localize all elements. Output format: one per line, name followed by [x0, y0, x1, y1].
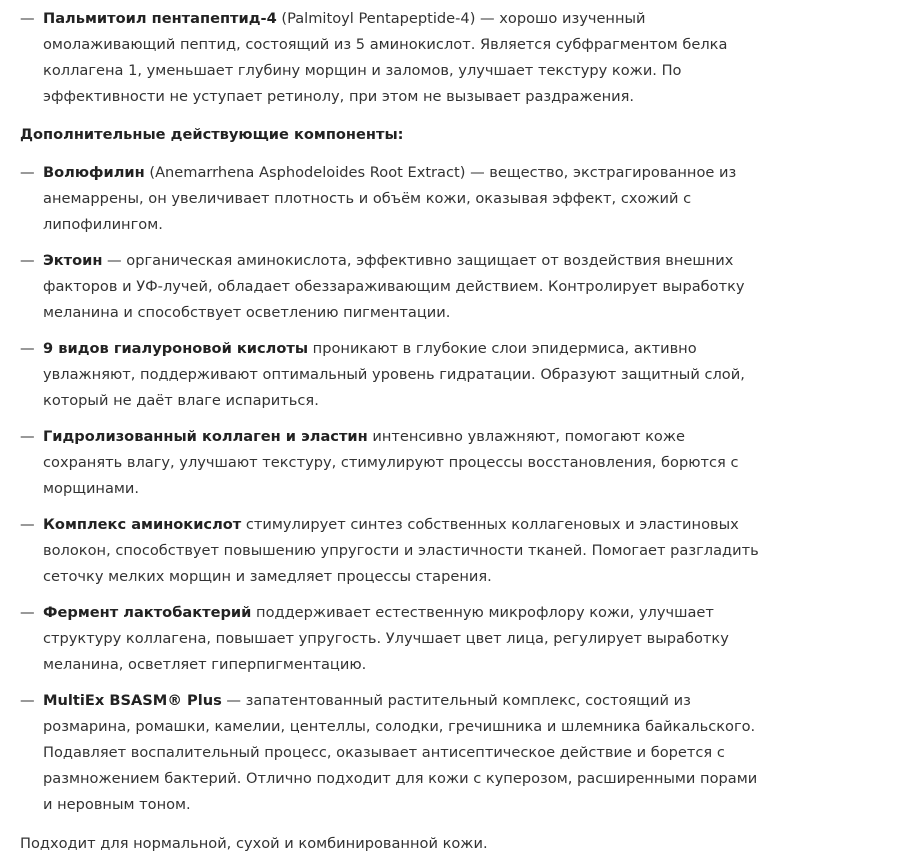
list-dash: — — [20, 516, 35, 533]
list-dash: — — [20, 692, 35, 709]
ingredient-term: 9 видов гиалуроновой кислоты — [43, 340, 309, 357]
section-heading — [20, 122, 760, 148]
ingredient-description: (Palmitoyl Pentapeptide-4) — хорошо изученный омолаживающий пептид, состоящий из 5 аминокислот. Является субфрагментом белка коллагена 1, уменьшает глубину морщин и заломов, улучшает текстуру кожи. По эффективности не уступает ретинолу, при этом не вызывает раздражения. — [43, 10, 728, 105]
ingredient-description: поддерживает естественную микрофлору кожи, улучшает структуру коллагена, повышает упругость. Улучшает цвет лица, регулирует выработку меланина, осветляет гиперпигментацию. — [43, 604, 729, 673]
list-dash: — — [20, 164, 35, 181]
section-heading-text: Дополнительные действующие компоненты: — [20, 126, 404, 143]
ingredient-description: стимулирует синтез собственных коллагеновых и эластиновых волокон, способствует повышению упругости и эластичности тканей. Помогает разгладить сеточку мелких морщин и замедляет процессы старения. — [43, 516, 759, 585]
ingredient-description: (Anemarrhena Asphodeloides Root Extract) — вещество, экстрагированное из анемаррены, он увеличивает плотность и объём кожи, оказывая эффект, схожий с липофилингом. — [43, 164, 737, 233]
list-dash: — — [20, 10, 35, 27]
list-item — [20, 160, 760, 238]
list-dash: — — [20, 252, 35, 269]
ingredient-term: Комплекс аминокислот — [43, 516, 242, 533]
list-item — [20, 424, 760, 502]
ingredient-item-palmitoyl — [20, 6, 760, 110]
closing-note: Подходит для нормальной, сухой и комбинированной кожи. — [20, 835, 488, 852]
list-item — [20, 336, 760, 414]
list-dash: — — [20, 604, 35, 621]
ingredient-term: Гидролизованный коллаген и эластин — [43, 428, 368, 445]
ingredient-description: — органическая аминокислота, эффективно защищает от воздействия внешних факторов и УФ-лучей, обладает обеззараживающим действием. Контролирует выработку меланина и способствует осветлению пигментации. — [43, 252, 745, 321]
ingredient-term: Волюфилин — [43, 164, 145, 181]
list-item — [20, 600, 760, 678]
ingredient-term: Пальмитоил пентапептид-4 — [43, 10, 277, 27]
ingredient-term: MultiEx BSASM® Plus — [43, 692, 222, 709]
ingredient-term: Эктоин — [43, 252, 103, 269]
list-item — [20, 688, 760, 818]
ingredient-description: проникают в глубокие слои эпидермиса, активно увлажняют, поддерживают оптимальный уровень гидратации. Образуют защитный слой, который не даёт влаге испариться. — [43, 340, 745, 409]
list-item — [20, 248, 760, 326]
list-dash: — — [20, 428, 35, 445]
list-item — [20, 512, 760, 590]
ingredient-description: — запатентованный растительный комплекс, состоящий из розмарина, ромашки, камелии, центеллы, солодки, гречишника и шлемника байкальского. Подавляет воспалительный процесс, оказывает антисептическое действие и борется с размножением бактерий. Отлично подходит для кожи с куперозом, расширенными порами и неровным тоном. — [43, 692, 758, 813]
ingredient-term: Фермент лактобактерий — [43, 604, 252, 621]
ingredient-description: интенсивно увлажняют, помогают коже сохранять влагу, улучшают текстуру, стимулируют процессы восстановления, борются с морщинами. — [43, 428, 739, 497]
list-dash: — — [20, 340, 35, 357]
